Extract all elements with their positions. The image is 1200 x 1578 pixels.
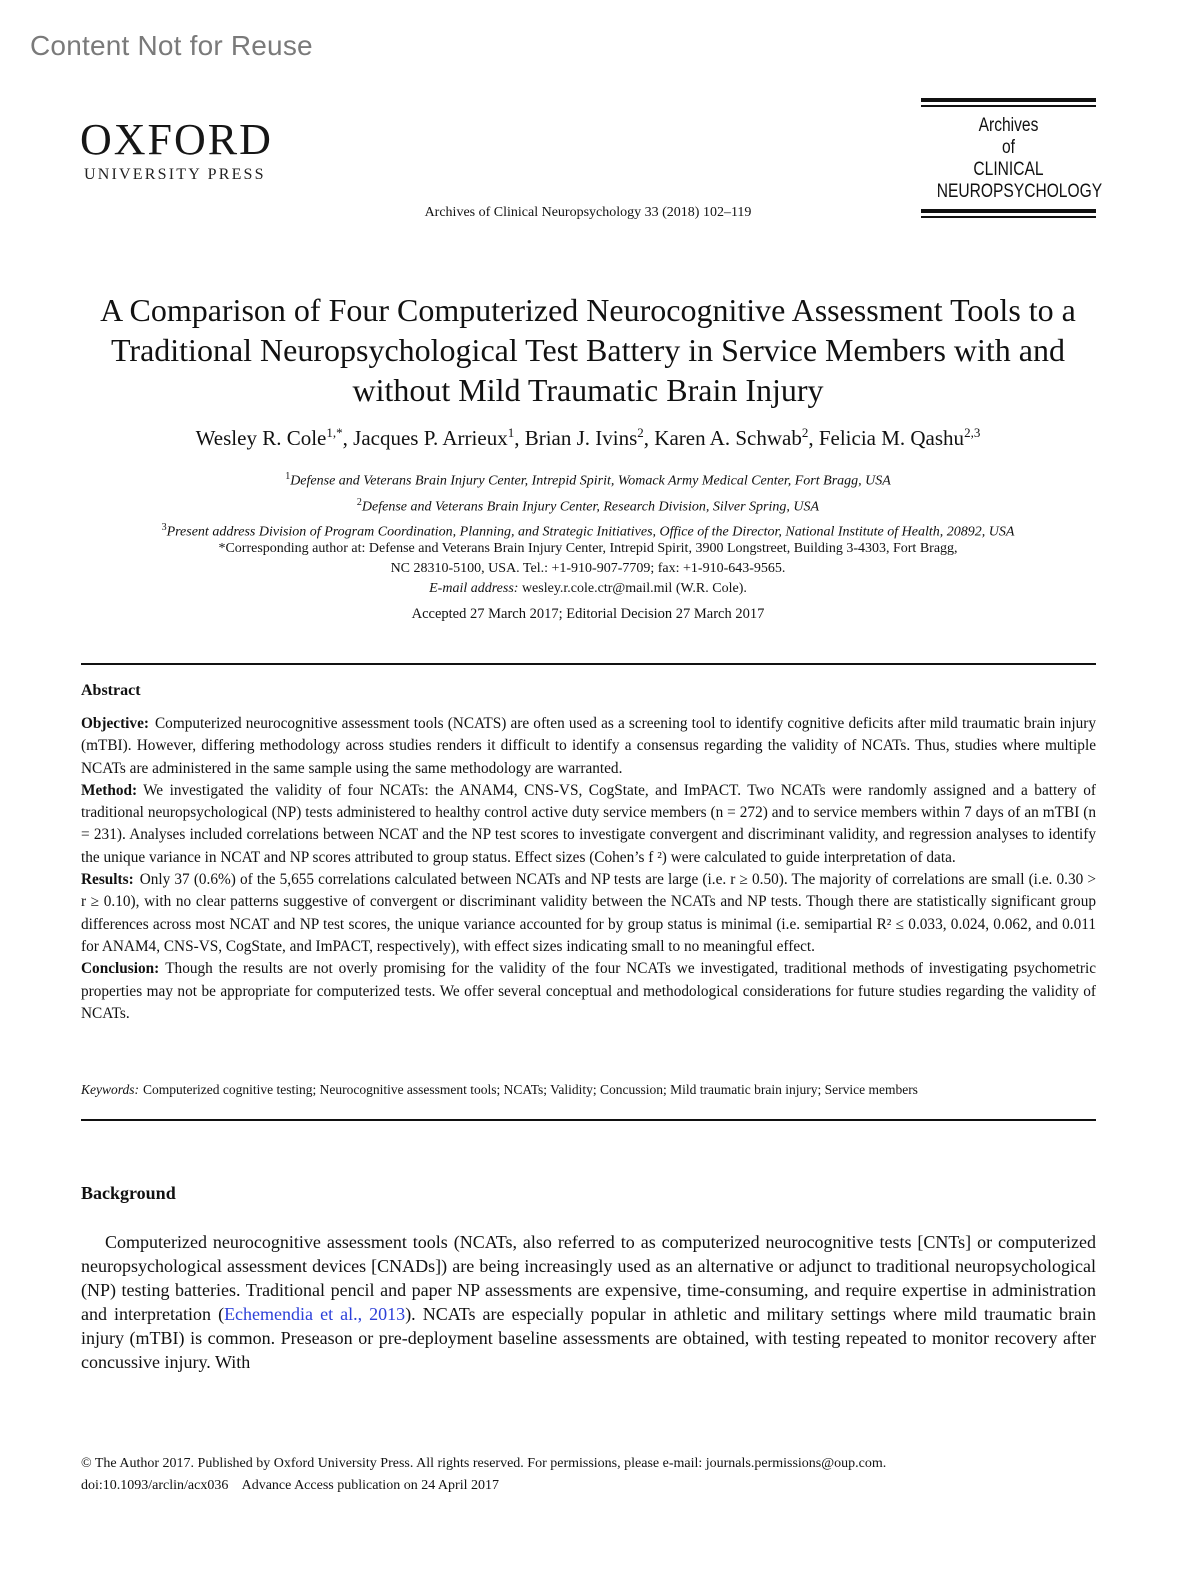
affiliation-number: 1	[285, 471, 291, 482]
author-separator: ,	[342, 426, 354, 450]
author-affiliation-mark: 1,*	[326, 425, 343, 440]
keywords-label: Keywords:	[81, 1082, 139, 1097]
abstract-section-method	[81, 780, 1096, 869]
affiliation-item	[40, 492, 1136, 518]
copyright-line: © The Author 2017. Published by Oxford University Press. All rights reserved. For permissions, please e-mail: journals.permissions@oup.com.	[81, 1456, 887, 1471]
accepted-dates: Accepted 27 March 2017; Editorial Decision 27 March 2017	[411, 606, 765, 622]
author-affiliation-mark: 2	[637, 425, 644, 440]
publisher-name: OXFORD	[80, 115, 273, 164]
author-list	[60, 425, 1116, 451]
abstract-section-label: Method:	[81, 781, 138, 799]
correspondence-email	[60, 579, 1116, 599]
author-affiliation-mark: 2	[801, 425, 809, 440]
affiliation-text: Defense and Veterans Brain Injury Center, Research Division, Silver Spring, USA	[361, 499, 820, 515]
background-text: Computerized neurocognitive assessment tools (NCATs, also referred to as computerized neurocognitive tests [CNTs] or computerized neuropsychological assessment devices [CNADs]) are being increasingly used as an alternative or adjunct to traditional neuropsychological (NP) testing batteries. Traditional pencil and paper NP assessments are expensive, time-consuming, and require expertise in administration and interpretation (	[81, 1232, 1096, 1324]
email-address-link[interactable]: wesley.r.cole.ctr@mail.mil (W.R. Cole).	[521, 581, 747, 596]
section-heading-background: Background	[81, 1183, 176, 1203]
abstract-section-text: Only 37 (0.6%) of the 5,655 correlations calculated between NCATs and NP tests are large (i.e. r ≥ 0.50). The majority of correlations are small (i.e. 0.30 > r ≥ 0.10), with no clear patterns suggestive of convergent or discriminant validity between the NCATs and NP tests. Though there are statistically significant group differences across most NCAT and NP test scores, the unique variance accounted for by group status is minimal (i.e. semipartial R² ≤ 0.033, 0.024, 0.062, and 0.011 for ANAM4, CNS-VS, CogState, and ImPACT, respectively), with effect sizes indicating small to no meaningful effect.	[81, 871, 1096, 955]
abstract-top-rule	[81, 663, 1096, 665]
correspondence-line: *Corresponding author at: Defense and Veterans Brain Injury Center, Intrepid Spirit, 3900 Longstreet, Building 3-4303, Fort Bragg,	[218, 541, 958, 556]
journal-citation: Archives of Clinical Neuropsychology 33 (2018) 102–119	[424, 205, 752, 220]
author-name: Jacques P. Arrieux	[353, 426, 508, 450]
doi-line: doi:10.1093/arclin/acx036 Advance Access publication on 24 April 2017	[81, 1478, 499, 1493]
author-separator: ,	[808, 426, 819, 450]
affiliation-number: 3	[161, 522, 167, 534]
abstract-section-results	[81, 869, 1096, 958]
abstract-body	[81, 713, 1096, 1025]
abstract-section-label: Results:	[81, 871, 134, 889]
watermark-text: Content Not for Reuse	[30, 30, 313, 61]
author-affiliation-mark: 1	[507, 425, 515, 440]
keywords-text: Computerized cognitive testing; Neurocognitive assessment tools; NCATs; Validity; Concussion; Mild traumatic brain injury; Service members	[143, 1082, 918, 1097]
affiliation-list	[40, 466, 1136, 543]
author-separator: ,	[643, 426, 655, 450]
affiliation-text: Defense and Veterans Brain Injury Center, Intrepid Spirit, Womack Army Medical Center, Fort Bragg, USA	[290, 473, 891, 489]
abstract-section-conclusion	[81, 958, 1096, 1025]
affiliation-item	[40, 466, 1136, 492]
author-name: Brian J. Ivins	[524, 426, 638, 450]
keywords	[81, 1082, 1096, 1098]
author-name: Wesley R. Cole	[195, 426, 327, 450]
correspondence-block	[60, 539, 1116, 599]
email-label: E-mail address:	[429, 581, 519, 596]
correspondence-line: NC 28310-5100, USA. Tel.: +1-910-907-7709; fax: +1-910-643-9565.	[390, 561, 786, 576]
abstract-heading: Abstract	[81, 682, 141, 699]
abstract-section-text: Computerized neurocognitive assessment tools (NCATS) are often used as a screening tool to identify cognitive deficits after mild traumatic brain injury (mTBI). However, differing methodology across studies renders it difficult to identify a consensus regarding the validity of NCATs. Thus, studies where multiple NCATs are administered in the same sample using the same methodology are warranted.	[81, 715, 1096, 777]
journal-logo	[921, 98, 1103, 218]
author-affiliation-mark: 2,3	[964, 425, 981, 440]
author-name: Felicia M. Qashu	[818, 426, 965, 450]
background-paragraph	[81, 1230, 1096, 1374]
abstract-section-text: Though the results are not overly promising for the validity of the four NCATs we investigated, traditional methods of investigating psychometric properties may not be appropriate for computerized tests. We offer several conceptual and methodological considerations for future studies regarding the validity of NCATs.	[81, 960, 1096, 1022]
abstract-section-text: We investigated the validity of four NCATs: the ANAM4, CNS-VS, CogState, and ImPACT. Two NCATs were randomly assigned and a battery of traditional neuropsychological (NP) tests administered to healthy control active duty service members (n = 272) and to service members within 7 days of an mTBI (n = 231). Analyses included correlations between NCAT and the NP test scores to investigate convergent and discriminant validity, and regression analyses to identify the unique variance in NCAT and NP scores attributed to group status. Effect sizes (Cohen’s f ²) were calculated to guide interpretation of data.	[81, 781, 1096, 866]
journal-logo-line: NEUROPSYCHOLOGY	[936, 181, 1103, 202]
journal-logo-line: CLINICAL	[973, 159, 1044, 180]
affiliation-text: Present address Division of Program Coordination, Planning, and Strategic Initiatives, Office of the Director, National Institute of Health, 20892, USA	[166, 524, 1015, 540]
paper-title: A Comparison of Four Computerized Neurocognitive Assessment Tools to a Traditional Neuropsychological Test Battery in Service Members with and without Mild Traumatic Brain Injury	[100, 292, 1076, 408]
citation-link[interactable]: Echemendia et al., 2013	[224, 1304, 406, 1324]
page-footer	[81, 1453, 886, 1497]
author-separator: ,	[514, 426, 525, 450]
publisher-subname: UNIVERSITY PRESS	[84, 166, 266, 183]
author-name: Karen A. Schwab	[654, 426, 802, 450]
background-text: ). NCATs are especially popular in athletic and military settings where mild traumatic brain injury (mTBI) is common. Preseason or pre-deployment baseline assessments are obtained, with testing repeated to monitor recovery after concussive injury. With	[81, 1304, 1096, 1372]
journal-logo-line: Archives	[978, 115, 1039, 136]
affiliation-number: 2	[356, 496, 362, 508]
publisher-logo	[80, 115, 273, 184]
journal-logo-top-rule	[921, 98, 1096, 107]
abstract-section-label: Conclusion:	[81, 960, 160, 978]
abstract-section-objective	[81, 713, 1096, 780]
journal-logo-line: of	[1001, 137, 1015, 158]
abstract-section-label: Objective:	[81, 715, 149, 732]
abstract-bottom-rule	[81, 1119, 1096, 1121]
